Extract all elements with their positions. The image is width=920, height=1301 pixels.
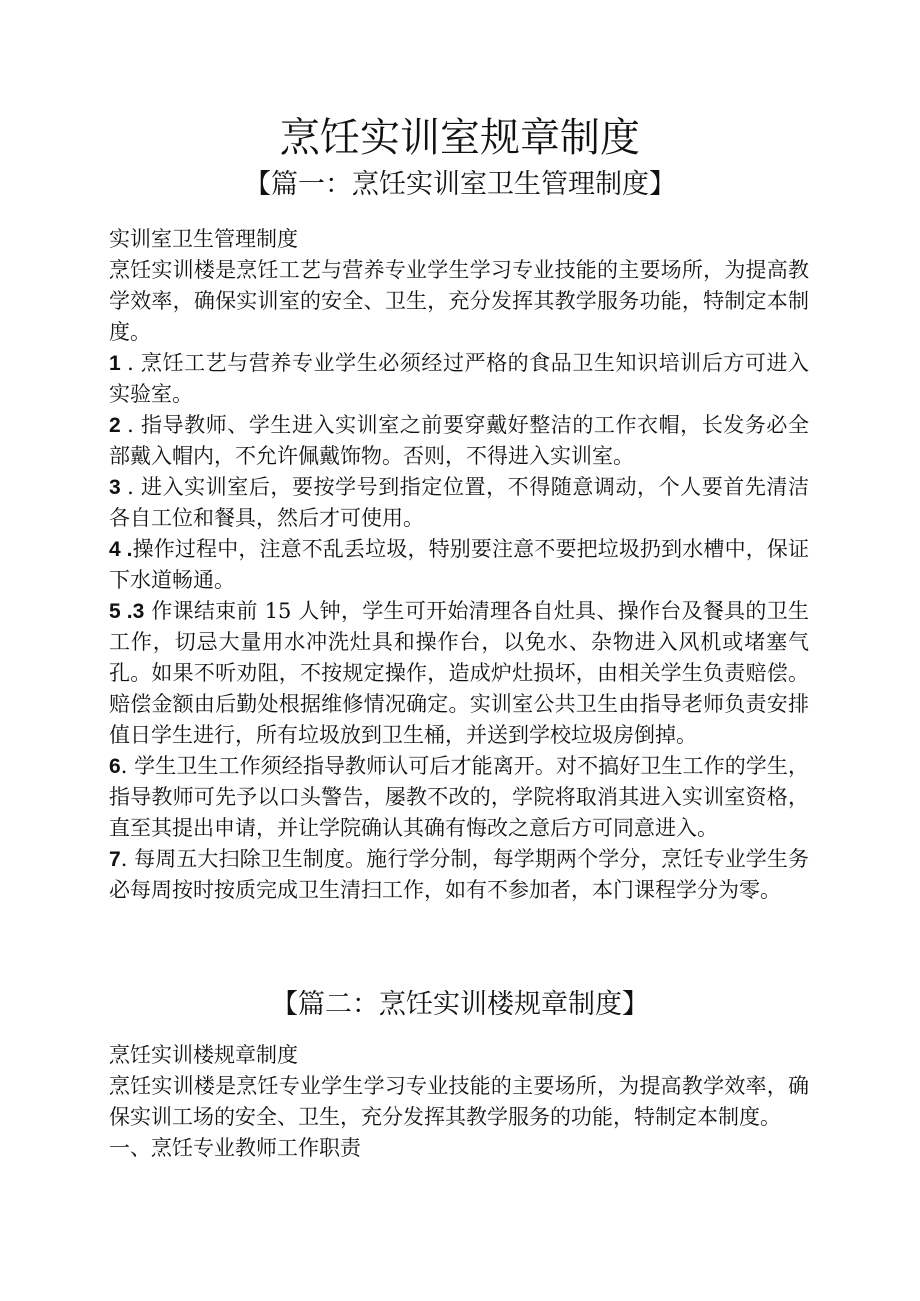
section-subtitle: 实训室卫生管理制度 [109,227,298,251]
rule-text: . 每周五大扫除卫生制度。施行学分制，每学期两个学分，烹饪专业学生务必每周按时按质完成卫生清扫工作，如有不参加者，本门课程学分为零。 [109,847,809,902]
rule-number: 4 . [109,538,133,561]
rule-number: 1 [109,352,128,375]
rule-text: . 进入实训室后，要按学号到指定位置，不得随意调动，个人要首先清洁各自工位和餐具，然后才可使用。 [109,475,810,530]
section-heading-2: 【篇二：烹饪实训楼规章制度】 [271,989,649,1020]
rule-item-7 [109,844,809,906]
rule-number: 6 [109,755,121,778]
rule-number: 5 .3 [109,600,145,623]
rule-item-4 [109,534,809,596]
page-title: 烹饪实训室规章制度 [280,115,640,161]
rule-text: 作课结束前 15 人钟，学生可开始清理各自灶具、操作台及餐具的卫生工作，切忌大量用水冲洗灶具和操作台，以免水、杂物进入风机或堵塞气孔。如果不听劝阻，不按规定操作，造成炉灶损坏，由相关学生负责赔偿。赔偿金额由后勤处根据维修情况确定。实训室公共卫生由指导老师负责安排值日学生进行，所有垃圾放到卫生桶，并送到学校垃圾房倒掉。 [109,599,810,747]
intro-paragraph: 烹饪实训楼是烹饪专业学生学习专业技能的主要场所，为提高教学效率，确保实训工场的安全、卫生，充分发挥其教学服务的功能，特制定本制度。 [109,1074,809,1129]
rule-item-2 [109,410,809,472]
sub-heading: 一、烹饪专业教师工作职责 [109,1136,361,1160]
rule-number: 3 [109,476,128,499]
rule-item-1 [109,348,809,410]
rule-text: 操作过程中，注意不乱丢垃圾，特别要注意不要把垃圾扔到水槽中，保证下水道畅通。 [109,537,809,592]
section-body-2 [109,1040,809,1164]
rule-number: 2 [109,414,128,437]
rule-item-6 [109,751,809,844]
rule-item-5 [109,596,809,751]
section-body-1 [109,224,809,906]
section-subtitle: 烹饪实训楼规章制度 [109,1043,298,1067]
intro-paragraph: 烹饪实训楼是烹饪工艺与营养专业学生学习专业技能的主要场所，为提高教学效率，确保实训室的安全、卫生，充分发挥其教学服务功能，特制定本制度。 [109,258,809,344]
rule-text: . 烹饪工艺与营养专业学生必须经过严格的食品卫生知识培训后方可进入实验室。 [109,351,810,406]
rule-item-3 [109,472,809,534]
rule-number: 7 [109,848,121,871]
rule-text: . 指导教师、学生进入实训室之前要穿戴好整洁的工作衣帽，长发务必全部戴入帽内，不允许佩戴饰物。否则，不得进入实训室。 [109,413,810,468]
rule-text: . 学生卫生工作须经指导教师认可后才能离开。对不搞好卫生工作的学生，指导教师可先予以口头警告，屡教不改的，学院将取消其进入实训室资格，直至其提出申请，并让学院确认其确有悔改之意后方可同意进入。 [109,754,809,840]
section-heading-1: 【篇一：烹饪实训室卫生管理制度】 [244,169,676,200]
